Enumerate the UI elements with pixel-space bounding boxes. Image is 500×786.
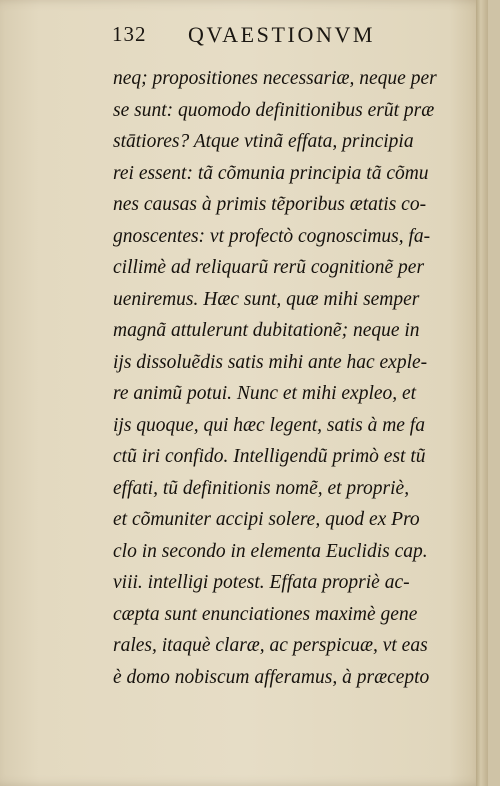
page-header	[112, 22, 452, 52]
text-line: cillimè ad reliquarũ rerũ cognitionẽ per	[113, 257, 425, 278]
running-title: QVAESTIONVM	[188, 22, 376, 47]
text-line: clo in secondo in elementa Euclidis cap.	[113, 540, 428, 562]
text-line: effati, tũ definitionis nomẽ, et propriè,	[113, 477, 410, 499]
text-line: et cõmuniter accipi solere, quod ex Pro	[113, 509, 420, 530]
text-line: viii. intelligi potest. Effata propriè ac-	[113, 572, 410, 593]
text-line: stātiores? Atque vtinã effata, principia	[113, 131, 414, 152]
text-line: rales, itaquè claræ, ac perspicuæ, vt eas	[113, 635, 428, 656]
text-line: cæpta sunt enunciationes maximè gene	[113, 603, 418, 625]
text-line: ijs quoque, qui hæc legent, satis à me fa	[113, 414, 425, 436]
page-number: 132	[112, 22, 147, 46]
text-line: magnã attulerunt dubitationẽ; neque in	[113, 320, 420, 341]
body-text	[113, 63, 485, 693]
text-line: re animũ potui. Nunc et mihi expleo, et	[113, 383, 417, 404]
text-line: è domo nobiscum afferamus, à præcepto	[113, 666, 430, 688]
text-line: neq; propositiones necessariæ, neque per	[113, 68, 437, 89]
text-line: ueniremus. Hæc sunt, quæ mihi semper	[113, 288, 420, 310]
text-line: se sunt: quomodo definitionibus erũt præ	[113, 99, 435, 121]
text-line: nes causas à primis tẽporibus ætatis co-	[113, 194, 427, 215]
text-line: ijs dissoluẽdis satis mihi ante hac exple-	[113, 351, 428, 373]
text-line: rei essent: tã cõmunia principia tã cõmu	[113, 162, 429, 184]
text-line: ctũ iri confido. Intelligendũ primò est tũ	[113, 446, 426, 467]
text-line: gnoscentes: vt profectò cognoscimus, fa-	[113, 225, 431, 247]
